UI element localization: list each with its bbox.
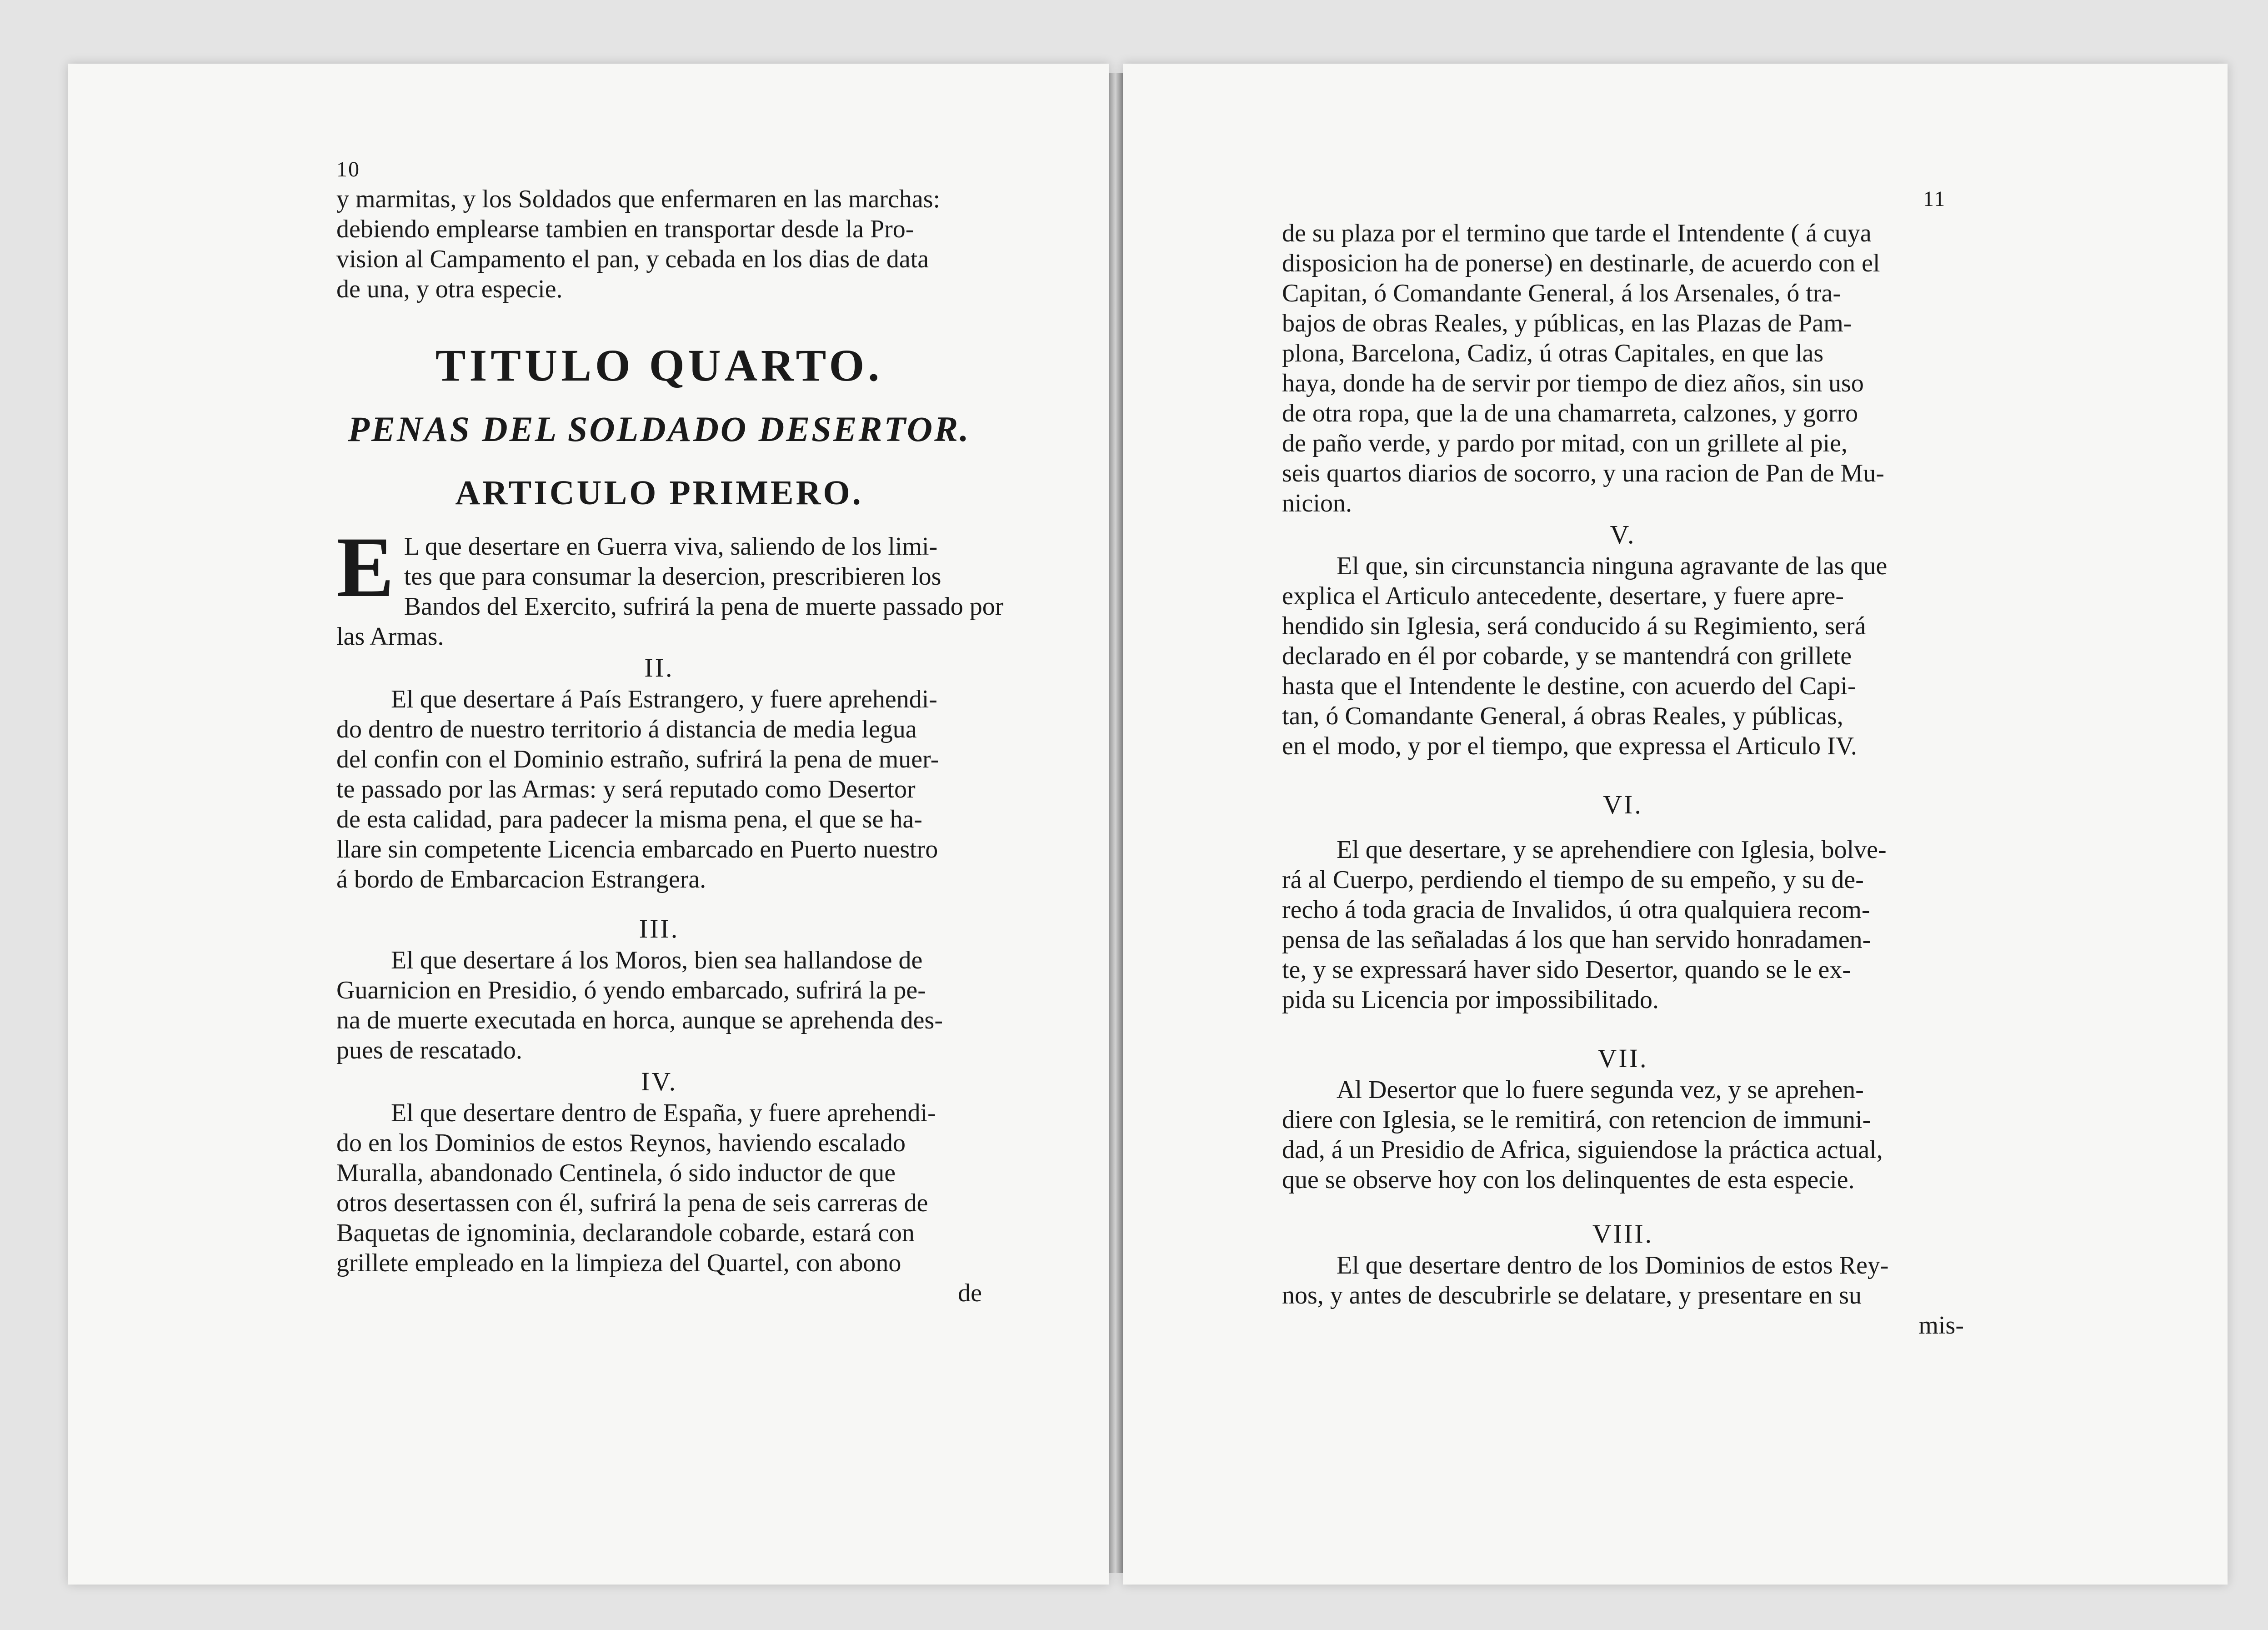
- text-line: vision al Campamento el pan, y cebada en los dias de data: [336, 245, 929, 273]
- text-line: L que desertare en Guerra viva, saliendo de los limi-: [404, 532, 938, 561]
- article-numeral: VII.: [1597, 1043, 1648, 1073]
- article-numeral: II.: [644, 653, 674, 682]
- text-line: de otra ropa, que la de una chamarreta, calzones, y gorro: [1282, 399, 1858, 427]
- text-line: El que desertare dentro de los Dominios de estos Rey-: [1337, 1251, 1889, 1279]
- text-line: declarado en él por cobarde, y se mantendrá con grillete: [1282, 642, 1852, 670]
- article-numeral: IV.: [641, 1067, 678, 1096]
- text-line: Baquetas de ignominia, declarandole cobarde, estará con: [336, 1219, 915, 1247]
- text-line: seis quartos diarios de socorro, y una racion de Pan de Mu-: [1282, 459, 1884, 487]
- text-line: pida su Licencia por impossibilitado.: [1282, 986, 1659, 1014]
- text-line: dad, á un Presidio de Africa, siguiendose la práctica actual,: [1282, 1136, 1883, 1164]
- text-line: debiendo emplearse tambien en transportar desde la Pro-: [336, 215, 914, 243]
- page-number-left: 10: [336, 157, 360, 181]
- article-7-paragraph: [1282, 1075, 1964, 1195]
- text-line: pues de rescatado.: [336, 1036, 522, 1064]
- article-3-paragraph: [336, 945, 982, 1065]
- article-6-paragraph: [1282, 835, 1964, 1015]
- text-line: plona, Barcelona, Cadiz, ú otras Capitales, en que las: [1282, 339, 1824, 367]
- text-line: otros desertassen con él, sufrirá la pena de seis carreras de: [336, 1189, 928, 1217]
- article-numeral: III.: [639, 914, 680, 943]
- text-line: las Armas.: [336, 622, 444, 651]
- text-line: Muralla, abandonado Centinela, ó sido inductor de que: [336, 1159, 896, 1187]
- text-line: tes que para consumar la desercion, prescribieren los: [404, 562, 941, 591]
- text-line: recho á toda gracia de Invalidos, ú otra qualquiera recom-: [1282, 896, 1870, 924]
- text-line: de una, y otra especie.: [336, 275, 563, 303]
- text-line: Guarnicion en Presidio, ó yendo embarcado, sufrirá la pe-: [336, 976, 926, 1004]
- catchword: de: [958, 1279, 982, 1307]
- text-line: Al Desertor que lo fuere segunda vez, y se aprehen-: [1337, 1076, 1864, 1104]
- right-text-column: [1282, 218, 1964, 1340]
- text-line: El que desertare, y se aprehendiere con Iglesia, bolve-: [1337, 836, 1887, 864]
- text-line: tan, ó Comandante General, á obras Reales, y públicas,: [1282, 702, 1843, 730]
- text-line: hasta que el Intendente le destine, con acuerdo del Capi-: [1282, 672, 1856, 700]
- text-line: llare sin competente Licencia embarcado en Puerto nuestro: [336, 835, 938, 863]
- text-line: á bordo de Embarcacion Estrangera.: [336, 865, 706, 893]
- text-line: Capitan, ó Comandante General, á los Arsenales, ó tra-: [1282, 279, 1842, 307]
- opening-paragraph: [336, 184, 982, 304]
- text-line: Bandos del Exercito, sufrirá la pena de muerte passado por: [404, 592, 1004, 621]
- article-numeral: VIII.: [1592, 1219, 1654, 1249]
- text-line: del confin con el Dominio estraño, sufrirá la pena de muer-: [336, 745, 939, 773]
- text-line: diere con Iglesia, se le remitirá, con retencion de immuni-: [1282, 1106, 1871, 1134]
- section-subtitle: PENAS DEL SOLDADO DESERTOR.: [348, 409, 971, 449]
- article-2-paragraph: [336, 684, 982, 894]
- left-text-column: [336, 184, 1004, 1308]
- article-8-paragraph: [1282, 1250, 1964, 1310]
- text-line: El que, sin circunstancia ninguna agravante de las que: [1337, 552, 1887, 580]
- text-line: do en los Dominios de estos Reynos, haviendo escalado: [336, 1129, 906, 1157]
- text-line: do dentro de nuestro territorio á distancia de media legua: [336, 715, 917, 743]
- article-1-paragraph: [336, 520, 1004, 652]
- article-heading: ARTICULO PRIMERO.: [455, 474, 863, 512]
- text-line: El que desertare á País Estrangero, y fuere aprehendi-: [391, 685, 937, 713]
- text-line: bajos de obras Reales, y públicas, en las Plazas de Pam-: [1282, 309, 1852, 337]
- article-4-paragraph: [336, 1098, 982, 1278]
- text-line: El que desertare á los Moros, bien sea hallandose de: [391, 946, 923, 974]
- drop-cap: E: [336, 520, 394, 615]
- page-number-right: 11: [1923, 187, 1946, 211]
- text-line: y marmitas, y los Soldados que enfermaren en las marchas:: [336, 185, 941, 213]
- article-numeral: VI.: [1603, 790, 1643, 819]
- article-numeral: V.: [1610, 520, 1636, 549]
- text-line: explica el Articulo antecedente, desertare, y fuere apre-: [1282, 582, 1844, 610]
- text-line: te passado por las Armas: y será reputado como Desertor: [336, 775, 916, 803]
- text-line: en el modo, y por el tiempo, que expressa el Articulo IV.: [1282, 732, 1857, 760]
- book-gutter: [1109, 73, 1123, 1573]
- text-line: haya, donde ha de servir por tiempo de diez años, sin uso: [1282, 369, 1864, 397]
- text-line: nos, y antes de descubrirle se delatare, y presentare en su: [1282, 1281, 1862, 1309]
- text-line: te, y se expressará haver sido Desertor, quando se le ex-: [1282, 956, 1851, 984]
- text-line: de su plaza por el termino que tarde el Intendente ( á cuya: [1282, 219, 1872, 247]
- text-line: que se observe hoy con los delinquentes de esta especie.: [1282, 1166, 1855, 1194]
- text-line: nicion.: [1282, 489, 1352, 517]
- text-line: de esta calidad, para padecer la misma pena, el que se ha-: [336, 805, 922, 833]
- section-title: TITULO QUARTO.: [435, 340, 883, 391]
- text-line: na de muerte executada en horca, aunque se aprehenda des-: [336, 1006, 943, 1034]
- text-line: pensa de las señaladas á los que han servido honradamen-: [1282, 926, 1871, 954]
- text-line: hendido sin Iglesia, será conducido á su Regimiento, será: [1282, 612, 1866, 640]
- continuation-paragraph: [1282, 218, 1964, 518]
- text-line: El que desertare dentro de España, y fuere aprehendi-: [391, 1099, 936, 1127]
- text-line: disposicion ha de ponerse) en destinarle, de acuerdo con el: [1282, 249, 1880, 277]
- catchword: mis-: [1918, 1311, 1964, 1339]
- article-5-paragraph: [1282, 551, 1964, 761]
- text-line: de paño verde, y pardo por mitad, con un grillete al pie,: [1282, 429, 1848, 457]
- text-line: rá al Cuerpo, perdiendo el tiempo de su empeño, y su de-: [1282, 866, 1864, 894]
- text-line: grillete empleado en la limpieza del Quartel, con abono: [336, 1249, 901, 1277]
